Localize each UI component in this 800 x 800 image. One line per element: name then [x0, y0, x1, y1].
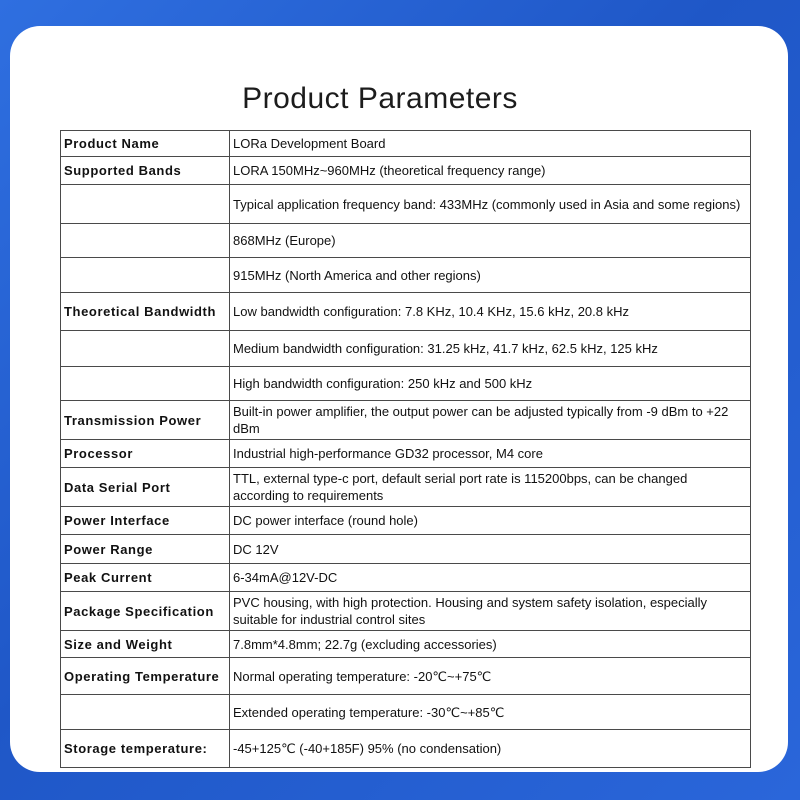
parameter-value-cell: Extended operating temperature: -30℃~+85℃	[230, 695, 751, 730]
table-row	[61, 658, 751, 695]
parameter-name-cell: Power Interface	[61, 507, 230, 535]
parameter-name-cell: Storage temperature:	[61, 730, 230, 768]
table-row	[61, 631, 751, 658]
parameter-name-cell: Size and Weight	[61, 631, 230, 658]
parameter-name-cell	[61, 185, 230, 224]
parameter-value-cell: LORa Development Board	[230, 131, 751, 157]
parameter-name-cell: Package Specification	[61, 592, 230, 631]
parameter-value-cell: Industrial high-performance GD32 processor, M4 core	[230, 440, 751, 468]
table-row	[61, 468, 751, 507]
table-row	[61, 730, 751, 768]
parameter-name-cell	[61, 695, 230, 730]
parameter-name-cell: Supported Bands	[61, 157, 230, 185]
parameter-name-cell: Operating Temperature	[61, 658, 230, 695]
table-row	[61, 535, 751, 564]
parameter-name-cell	[61, 258, 230, 293]
table-row	[61, 507, 751, 535]
parameter-name-cell: Peak Current	[61, 564, 230, 592]
parameter-value-cell: PVC housing, with high protection. Housing and system safety isolation, especially suitable for industrial control sites	[230, 592, 751, 631]
table-row	[61, 564, 751, 592]
parameter-value-cell: Medium bandwidth configuration: 31.25 kHz, 41.7 kHz, 62.5 kHz, 125 kHz	[230, 331, 751, 367]
table-row	[61, 440, 751, 468]
table-row	[61, 157, 751, 185]
page-title: Product Parameters	[242, 82, 518, 115]
parameter-value-cell: 868MHz (Europe)	[230, 224, 751, 258]
table-row	[61, 592, 751, 631]
parameter-name-cell: Data Serial Port	[61, 468, 230, 507]
parameter-value-cell: 7.8mm*4.8mm; 22.7g (excluding accessories)	[230, 631, 751, 658]
parameter-value-cell: -45+125℃ (-40+185F) 95% (no condensation)	[230, 730, 751, 768]
parameter-value-cell: DC power interface (round hole)	[230, 507, 751, 535]
parameter-name-cell	[61, 331, 230, 367]
table-row	[61, 258, 751, 293]
parameter-value-cell: High bandwidth configuration: 250 kHz and 500 kHz	[230, 367, 751, 401]
parameter-name-cell: Processor	[61, 440, 230, 468]
parameter-name-cell: Power Range	[61, 535, 230, 564]
table-row	[61, 293, 751, 331]
table-row	[61, 695, 751, 730]
table-row	[61, 224, 751, 258]
parameter-value-cell: Low bandwidth configuration: 7.8 KHz, 10.4 KHz, 15.6 kHz, 20.8 kHz	[230, 293, 751, 331]
parameter-value-cell: 6-34mA@12V-DC	[230, 564, 751, 592]
parameter-value-cell: Built-in power amplifier, the output power can be adjusted typically from -9 dBm to +22 dBm	[230, 401, 751, 440]
parameters-table	[60, 130, 751, 768]
parameter-name-cell: Transmission Power	[61, 401, 230, 440]
table-row	[61, 331, 751, 367]
parameter-value-cell: Typical application frequency band: 433MHz (commonly used in Asia and some regions)	[230, 185, 751, 224]
parameter-value-cell: Normal operating temperature: -20℃~+75℃	[230, 658, 751, 695]
parameter-name-cell	[61, 367, 230, 401]
parameter-name-cell: Theoretical Bandwidth	[61, 293, 230, 331]
parameter-name-cell	[61, 224, 230, 258]
parameter-value-cell: 915MHz (North America and other regions)	[230, 258, 751, 293]
table-row	[61, 367, 751, 401]
content-card	[10, 26, 788, 772]
table-row	[61, 401, 751, 440]
table-row	[61, 185, 751, 224]
parameter-name-cell: Product Name	[61, 131, 230, 157]
parameter-value-cell: LORA 150MHz~960MHz (theoretical frequency range)	[230, 157, 751, 185]
parameter-value-cell: TTL, external type-c port, default serial port rate is 115200bps, can be changed according to requirements	[230, 468, 751, 507]
table-row	[61, 131, 751, 157]
parameter-value-cell: DC 12V	[230, 535, 751, 564]
